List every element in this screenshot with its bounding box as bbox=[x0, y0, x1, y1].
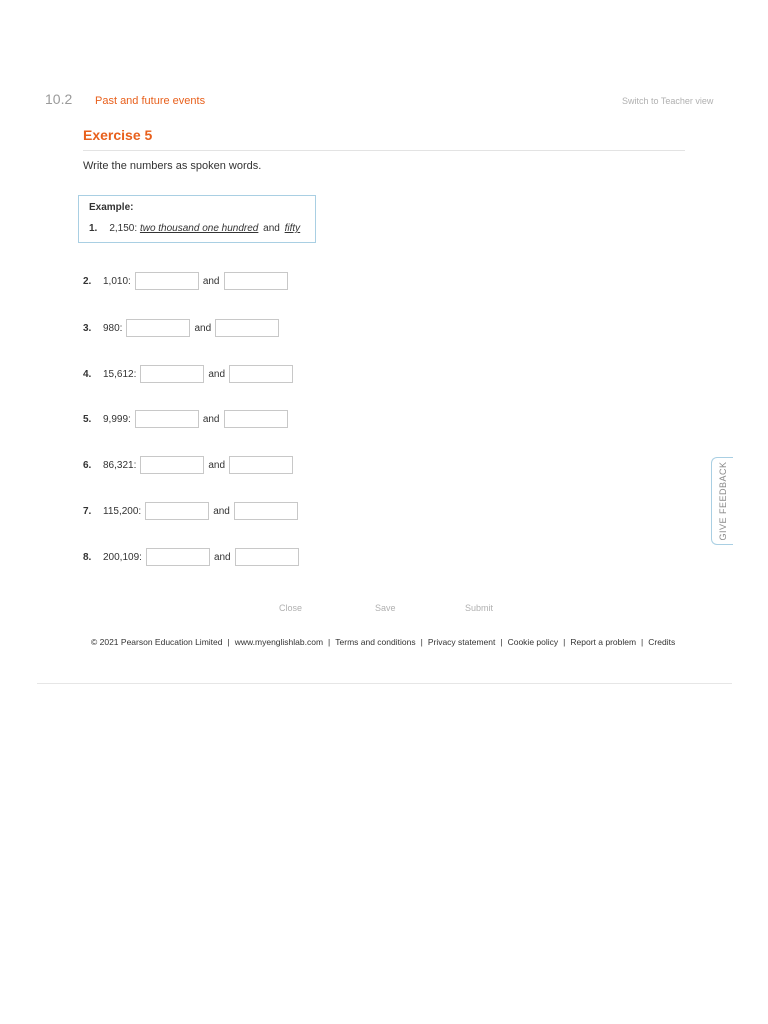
give-feedback-label: GIVE FEEDBACK bbox=[717, 461, 728, 541]
answer-input-1[interactable] bbox=[140, 365, 204, 383]
connector-and: and bbox=[202, 413, 220, 425]
question-number: 2. bbox=[83, 275, 92, 287]
answer-input-2[interactable] bbox=[229, 365, 293, 383]
footer-separator: | bbox=[641, 637, 644, 647]
exercise-instructions: Write the numbers as spoken words. bbox=[83, 160, 262, 172]
footer-report-link[interactable]: Report a problem bbox=[570, 637, 637, 647]
close-button[interactable]: Close bbox=[279, 603, 303, 613]
question-prompt: 200,109: bbox=[103, 551, 142, 563]
question-number: 4. bbox=[83, 368, 92, 380]
footer-separator: | bbox=[328, 637, 331, 647]
answer-input-1[interactable] bbox=[135, 410, 199, 428]
answer-input-1[interactable] bbox=[146, 548, 210, 566]
question-number: 8. bbox=[83, 551, 92, 563]
answer-input-2[interactable] bbox=[234, 502, 298, 520]
answer-input-2[interactable] bbox=[215, 319, 279, 337]
connector-and: and bbox=[202, 275, 220, 287]
answer-input-1[interactable] bbox=[126, 319, 190, 337]
footer-separator: | bbox=[227, 637, 230, 647]
footer-separator: | bbox=[420, 637, 423, 647]
example-label: Example: bbox=[89, 202, 134, 213]
give-feedback-tab[interactable] bbox=[711, 457, 733, 545]
question-row bbox=[83, 318, 283, 338]
example-connector: and bbox=[263, 223, 280, 234]
connector-and: and bbox=[208, 368, 226, 380]
footer-privacy-link[interactable]: Privacy statement bbox=[427, 637, 496, 647]
answer-input-2[interactable] bbox=[229, 456, 293, 474]
footer-separator: | bbox=[563, 637, 566, 647]
question-prompt: 1,010: bbox=[103, 275, 131, 287]
question-number: 5. bbox=[83, 413, 92, 425]
question-number: 3. bbox=[83, 322, 92, 334]
connector-and: and bbox=[213, 551, 231, 563]
example-line bbox=[89, 223, 300, 234]
unit-number: 10.2 bbox=[45, 91, 73, 107]
submit-button[interactable]: Submit bbox=[465, 603, 494, 613]
connector-and: and bbox=[213, 505, 230, 517]
footer-copyright: © 2021 Pearson Education Limited bbox=[91, 637, 223, 647]
question-row bbox=[83, 271, 292, 291]
answer-input-2[interactable] bbox=[224, 410, 288, 428]
answer-input-1[interactable] bbox=[135, 272, 199, 290]
question-prompt: 15,612: bbox=[103, 368, 137, 380]
answer-input-1[interactable] bbox=[140, 456, 204, 474]
answer-input-1[interactable] bbox=[145, 502, 209, 520]
question-row bbox=[83, 547, 303, 567]
question-prompt: 86,321: bbox=[103, 459, 137, 471]
connector-and: and bbox=[194, 322, 212, 334]
example-answer-1: two thousand one hundred bbox=[139, 223, 259, 234]
question-prompt: 115,200: bbox=[103, 505, 142, 517]
footer-links bbox=[91, 637, 675, 647]
question-row bbox=[83, 455, 297, 475]
answer-input-2[interactable] bbox=[224, 272, 288, 290]
question-number: 7. bbox=[83, 505, 92, 517]
question-number: 6. bbox=[83, 459, 92, 471]
question-row bbox=[83, 364, 297, 384]
footer-site-link[interactable]: www.myenglishlab.com bbox=[234, 637, 324, 647]
footer-terms-link[interactable]: Terms and conditions bbox=[335, 637, 416, 647]
save-button[interactable]: Save bbox=[375, 603, 396, 613]
question-prompt: 9,999: bbox=[103, 413, 131, 425]
footer-separator: | bbox=[500, 637, 503, 647]
question-row bbox=[83, 409, 292, 429]
example-number: 1. bbox=[89, 223, 98, 234]
exercise-title: Exercise 5 bbox=[83, 127, 153, 143]
connector-and: and bbox=[208, 459, 226, 471]
question-row bbox=[83, 501, 302, 521]
footer-cookie-link[interactable]: Cookie policy bbox=[507, 637, 559, 647]
answer-input-2[interactable] bbox=[235, 548, 299, 566]
question-prompt: 980: bbox=[103, 322, 123, 334]
unit-title: Past and future events bbox=[95, 95, 206, 107]
example-answer-2: fifty bbox=[284, 223, 301, 234]
bottom-divider bbox=[37, 683, 732, 684]
example-prompt: 2,150: bbox=[109, 223, 138, 234]
title-divider bbox=[83, 150, 685, 151]
switch-teacher-view-link[interactable]: Switch to Teacher view bbox=[622, 96, 714, 106]
footer-credits-link[interactable]: Credits bbox=[648, 637, 676, 647]
